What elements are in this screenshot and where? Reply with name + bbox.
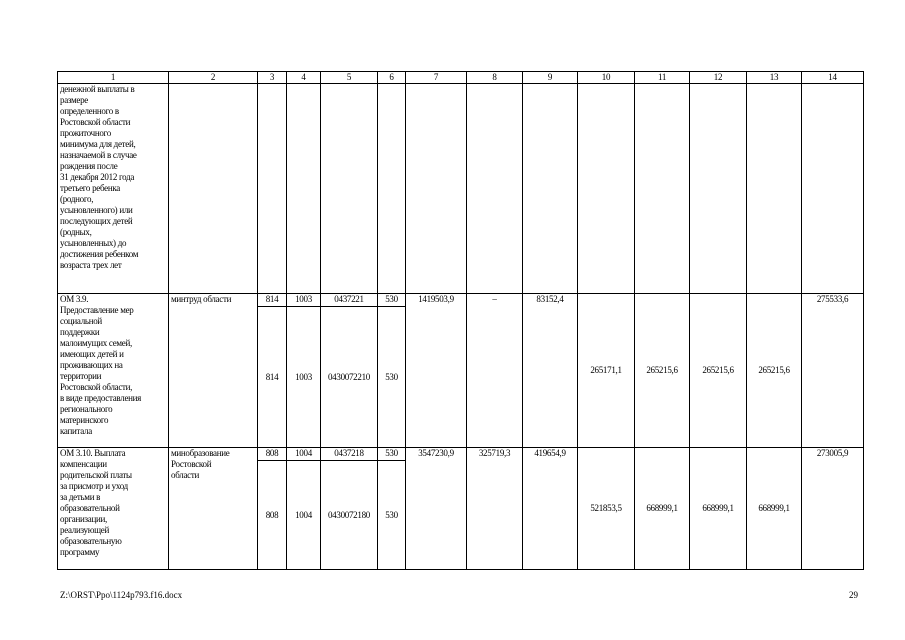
- expense-type-code: 530: [378, 461, 406, 570]
- empty-cell: [690, 84, 747, 294]
- empty-cell: [321, 84, 378, 294]
- column-header: 11: [635, 72, 690, 84]
- column-header: 1: [58, 72, 169, 84]
- column-header: 13: [747, 72, 802, 84]
- column-number-row: [58, 72, 864, 84]
- year-amount: 668999,1: [747, 448, 802, 570]
- year-amount: 325719,3: [467, 448, 523, 570]
- year-amount: 265215,6: [635, 294, 690, 448]
- continuation-row: [58, 84, 864, 294]
- column-header: 4: [287, 72, 321, 84]
- section-code: 1004: [287, 461, 321, 570]
- budget-table: [57, 71, 864, 570]
- year-amount: 265171,1: [578, 294, 635, 448]
- empty-cell: [406, 84, 467, 294]
- grbs-code: 808: [258, 448, 287, 461]
- column-header: 10: [578, 72, 635, 84]
- expense-type-code: 530: [378, 307, 406, 448]
- table-row-om310-budget-code-1: [58, 448, 864, 461]
- column-header: 9: [523, 72, 578, 84]
- column-header: 14: [802, 72, 864, 84]
- section-code: 1004: [287, 448, 321, 461]
- target-article-code: 0437221: [321, 294, 378, 307]
- year-amount: 419654,9: [523, 448, 578, 570]
- executor-om39: минтруд области: [169, 294, 258, 448]
- measure-name-om39: ОМ 3.9. Предоставление мер социальной поддержки малоимущих семей, имеющих детей и проживающих на территории Ростовской области, в виде предоставления регионального материнского капитала: [58, 294, 169, 448]
- section-code: 1003: [287, 307, 321, 448]
- total-amount: 3547230,9: [406, 448, 467, 570]
- column-header: 2: [169, 72, 258, 84]
- empty-cell: [467, 84, 523, 294]
- measure-name-om310: ОМ 3.10. Выплата компенсации родительской платы за присмотр и уход за детьми в образовательной организации, реализующей образовательную программу: [58, 448, 169, 570]
- empty-cell: [258, 84, 287, 294]
- grbs-code: 814: [258, 294, 287, 307]
- empty-cell: [287, 84, 321, 294]
- target-article-code: 0437218: [321, 448, 378, 461]
- file-path-footer: Z:\ORST\Ppo\1124p793.f16.docx: [60, 590, 183, 600]
- column-header: 8: [467, 72, 523, 84]
- empty-cell: [635, 84, 690, 294]
- target-article-code: 0430072180: [321, 461, 378, 570]
- year-amount: 668999,1: [635, 448, 690, 570]
- year-amount: 265215,6: [747, 294, 802, 448]
- table-row-om39-budget-code-1: [58, 294, 864, 307]
- empty-cell: [578, 84, 635, 294]
- total-amount: 1419503,9: [406, 294, 467, 448]
- empty-cell: [169, 84, 258, 294]
- column-header: 3: [258, 72, 287, 84]
- year-amount: 273005,9: [802, 448, 864, 570]
- column-header: 12: [690, 72, 747, 84]
- year-amount: 265215,6: [690, 294, 747, 448]
- expense-type-code: 530: [378, 448, 406, 461]
- section-code: 1003: [287, 294, 321, 307]
- grbs-code: 808: [258, 461, 287, 570]
- year-amount: 668999,1: [690, 448, 747, 570]
- target-article-code: 0430072210: [321, 307, 378, 448]
- page-number: 29: [849, 590, 858, 600]
- empty-cell: [802, 84, 864, 294]
- expense-type-code: 530: [378, 294, 406, 307]
- empty-cell: [747, 84, 802, 294]
- column-header: 7: [406, 72, 467, 84]
- grbs-code: 814: [258, 307, 287, 448]
- year-amount: 521853,5: [578, 448, 635, 570]
- year-amount: 83152,4: [523, 294, 578, 448]
- continuation-text: денежной выплаты в размере определенного в Ростовской области прожиточного минимума для детей, назначаемой в случае рождения после 31 декабря 2012 года третьего ребенка (родного, усыновленного) или последующих детей (родных, усыновленных) до достижения ребенком возраста трех лет: [58, 84, 169, 294]
- empty-cell: [523, 84, 578, 294]
- executor-om310: минобразование Ростовской области: [169, 448, 258, 570]
- column-header: 5: [321, 72, 378, 84]
- year-amount: 275533,6: [802, 294, 864, 448]
- year-amount: –: [467, 294, 523, 448]
- column-header: 6: [378, 72, 406, 84]
- empty-cell: [378, 84, 406, 294]
